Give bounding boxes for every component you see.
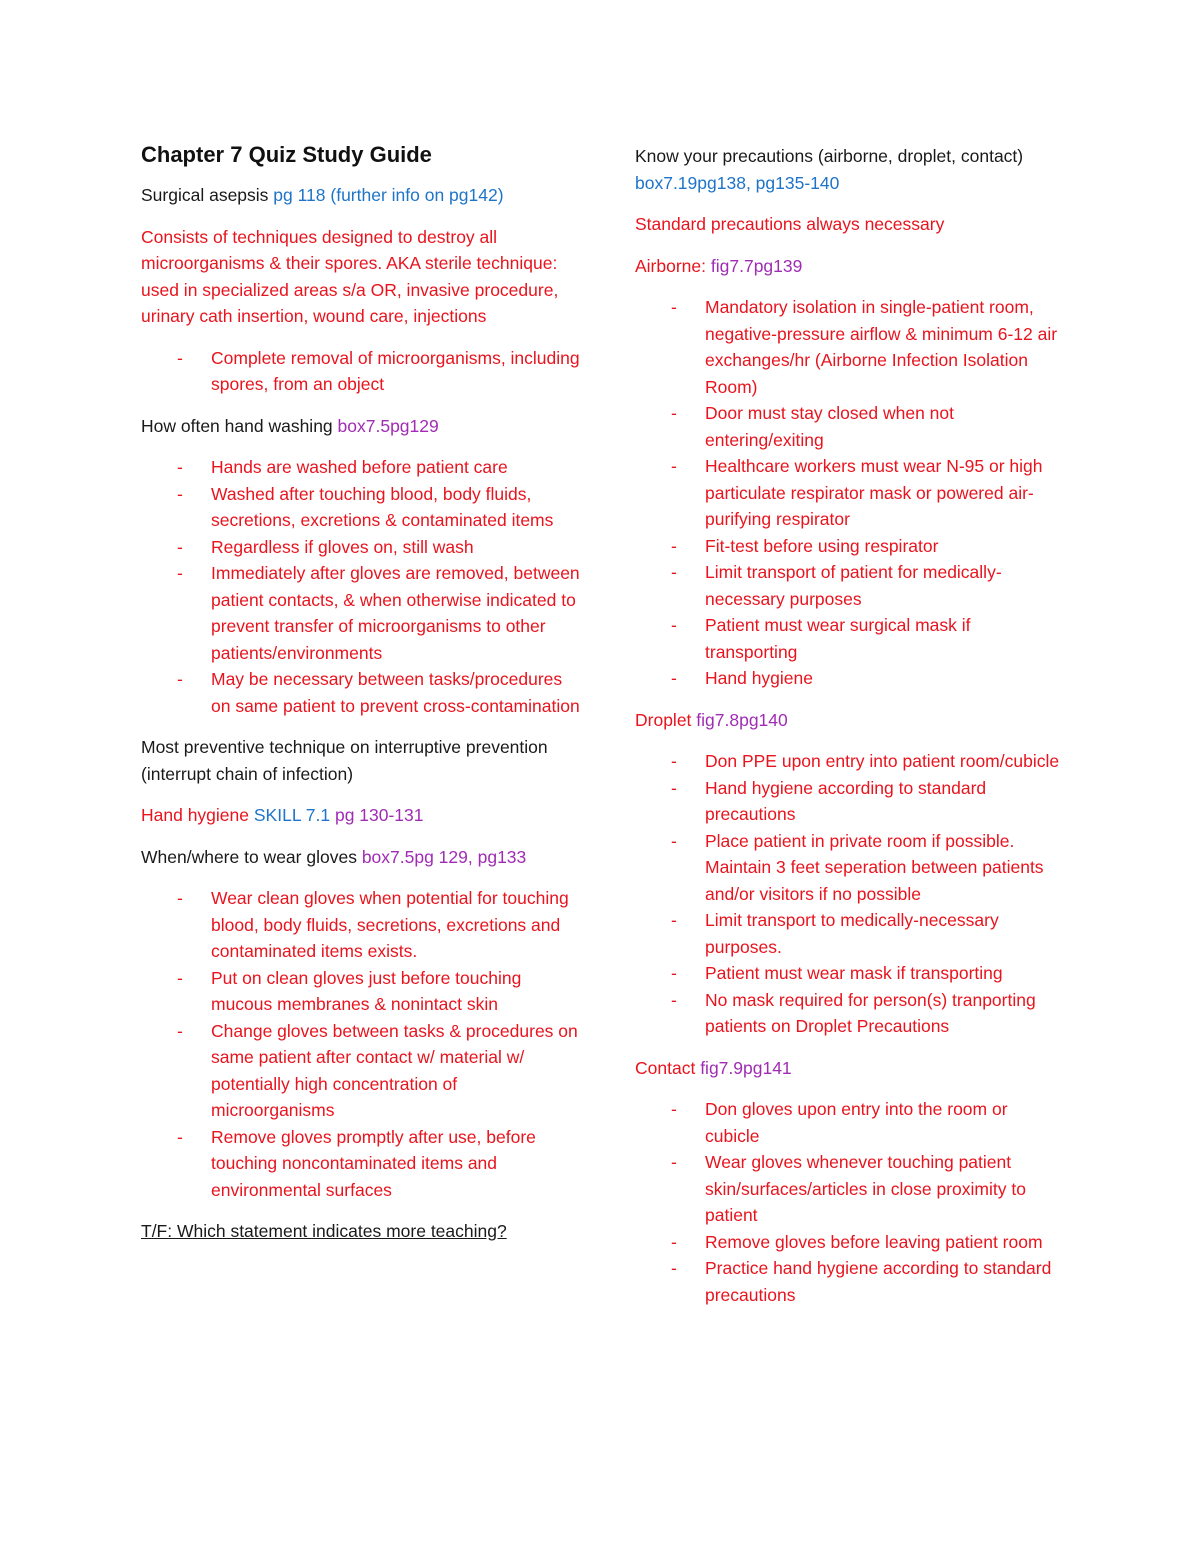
asepsis-definition: Consists of techniques designed to destroy all microorganisms & their spores. AKA sterile technique: used in specialized areas s/a OR, invasive procedure, urinary cath insertion, wound care, injections xyxy=(141,226,559,326)
preventive-technique-text: Most preventive technique on interruptive prevention (interrupt chain of infection) xyxy=(141,737,548,784)
bullet-item: - May be necessary between tasks/procedures on same patient to prevent cross-contamination xyxy=(211,666,581,719)
bullet-item: - Washed after touching blood, body fluids, secretions, excretions & contaminated items xyxy=(211,481,581,534)
airborne-page-ref: pg139 xyxy=(753,255,803,276)
bullet-item: - Complete removal of microorganisms, including spores, from an object xyxy=(211,345,581,398)
bullet-item: - Practice hand hygiene according to standard precautions xyxy=(705,1255,1065,1308)
droplet-heading: Droplet fig7.8pg140 xyxy=(635,709,788,730)
bullet-item: - Fit-test before using respirator xyxy=(705,533,1065,560)
droplet-bullet-list xyxy=(635,748,1065,1040)
bullet-item: - Change gloves between tasks & procedures on same patient after contact w/ material w/ potentially high concentration of microorganisms xyxy=(211,1018,581,1124)
bullet-item: - Hand hygiene xyxy=(705,665,1065,692)
left-column xyxy=(141,140,581,1260)
hand-washing-bullet-list xyxy=(141,454,581,719)
contact-heading: Contact fig7.9pg141 xyxy=(635,1057,792,1078)
bullet-item: - Put on clean gloves just before touching mucous membranes & nonintact skin xyxy=(211,965,581,1018)
skill-ref: SKILL 7.1 xyxy=(253,805,331,825)
bullet-item: - Regardless if gloves on, still wash xyxy=(211,534,581,561)
precautions-page-ref: box7.19pg138, pg135-140 xyxy=(635,172,840,193)
right-column xyxy=(635,143,1065,1323)
document-title: Chapter 7 Quiz Study Guide xyxy=(141,142,432,167)
bullet-item: - Limit transport of patient for medically-necessary purposes xyxy=(705,559,1065,612)
gloves-heading: When/where to wear gloves box7.5pg 129, pg133 xyxy=(141,846,527,867)
asepsis-page-ref: pg 118 (further info on pg142) xyxy=(273,185,504,205)
tf-question: T/F: Which statement indicates more teaching? xyxy=(141,1221,507,1241)
bullet-item: - Don gloves upon entry into the room or cubicle xyxy=(705,1096,1065,1149)
contact-bullet-list xyxy=(635,1096,1065,1308)
bullet-item: - Healthcare workers must wear N-95 or high particulate respirator mask or powered air-purifying respirator xyxy=(705,453,1065,533)
gloves-bullet-list xyxy=(141,885,581,1203)
surgical-asepsis-heading: Surgical asepsis pg 118 (further info on pg142) xyxy=(141,185,504,205)
bullet-item: - Remove gloves promptly after use, before touching noncontaminated items and environmental surfaces xyxy=(211,1124,581,1204)
asepsis-bullet-list xyxy=(141,345,581,398)
bullet-item: - Mandatory isolation in single-patient room, negative-pressure airflow & minimum 6-12 air exchanges/hr (Airborne Infection Isolation Room) xyxy=(705,294,1065,400)
hand-washing-heading: How often hand washing box7.5pg129 xyxy=(141,415,439,436)
bullet-item: - Place patient in private room if possible. Maintain 3 feet seperation between patients and/or visitors if no possible xyxy=(705,828,1065,908)
bullet-item: - Don PPE upon entry into patient room/cubicle xyxy=(705,748,1065,775)
bullet-item: - Patient must wear mask if transporting xyxy=(705,960,1065,987)
bullet-item: - Door must stay closed when not entering/exiting xyxy=(705,400,1065,453)
bullet-item: - Immediately after gloves are removed, between patient contacts, & when otherwise indicated to prevent transfer of microorganisms to other patients/environments xyxy=(211,560,581,666)
hand-hygiene-page-ref: pg 130-131 xyxy=(330,805,424,825)
airborne-heading: Airborne: fig7.7pg139 xyxy=(635,255,803,276)
contact-page-ref: pg141 xyxy=(743,1057,792,1078)
handwash-page-ref: box7.5pg129 xyxy=(337,415,439,436)
droplet-page-ref: pg140 xyxy=(739,709,788,730)
bullet-item: - Hands are washed before patient care xyxy=(211,454,581,481)
bullet-item: - Hand hygiene according to standard precautions xyxy=(705,775,1065,828)
precautions-heading: Know your precautions (airborne, droplet, contact) box7.19pg138, pg135-140 xyxy=(635,146,1024,193)
hand-hygiene-heading: Hand hygiene SKILL 7.1 pg 130-131 xyxy=(141,805,424,825)
bullet-item: - Wear clean gloves when potential for touching blood, body fluids, secretions, excretions and contaminated items exists. xyxy=(211,885,581,965)
droplet-fig-ref: fig7.8 xyxy=(696,709,740,730)
bullet-item: - Wear gloves whenever touching patient skin/surfaces/articles in close proximity to patient xyxy=(705,1149,1065,1229)
bullet-item: - Patient must wear surgical mask if transporting xyxy=(705,612,1065,665)
airborne-fig-ref: fig7.7 xyxy=(710,255,754,276)
bullet-item: - Limit transport to medically-necessary purposes. xyxy=(705,907,1065,960)
contact-fig-ref: fig7.9 xyxy=(700,1057,743,1078)
bullet-item: - No mask required for person(s) tranporting patients on Droplet Precautions xyxy=(705,987,1065,1040)
standard-precautions-text: Standard precautions always necessary xyxy=(635,214,945,234)
bullet-item: - Remove gloves before leaving patient room xyxy=(705,1229,1065,1256)
airborne-bullet-list xyxy=(635,294,1065,692)
gloves-page-ref: box7.5pg 129, pg133 xyxy=(361,846,527,867)
